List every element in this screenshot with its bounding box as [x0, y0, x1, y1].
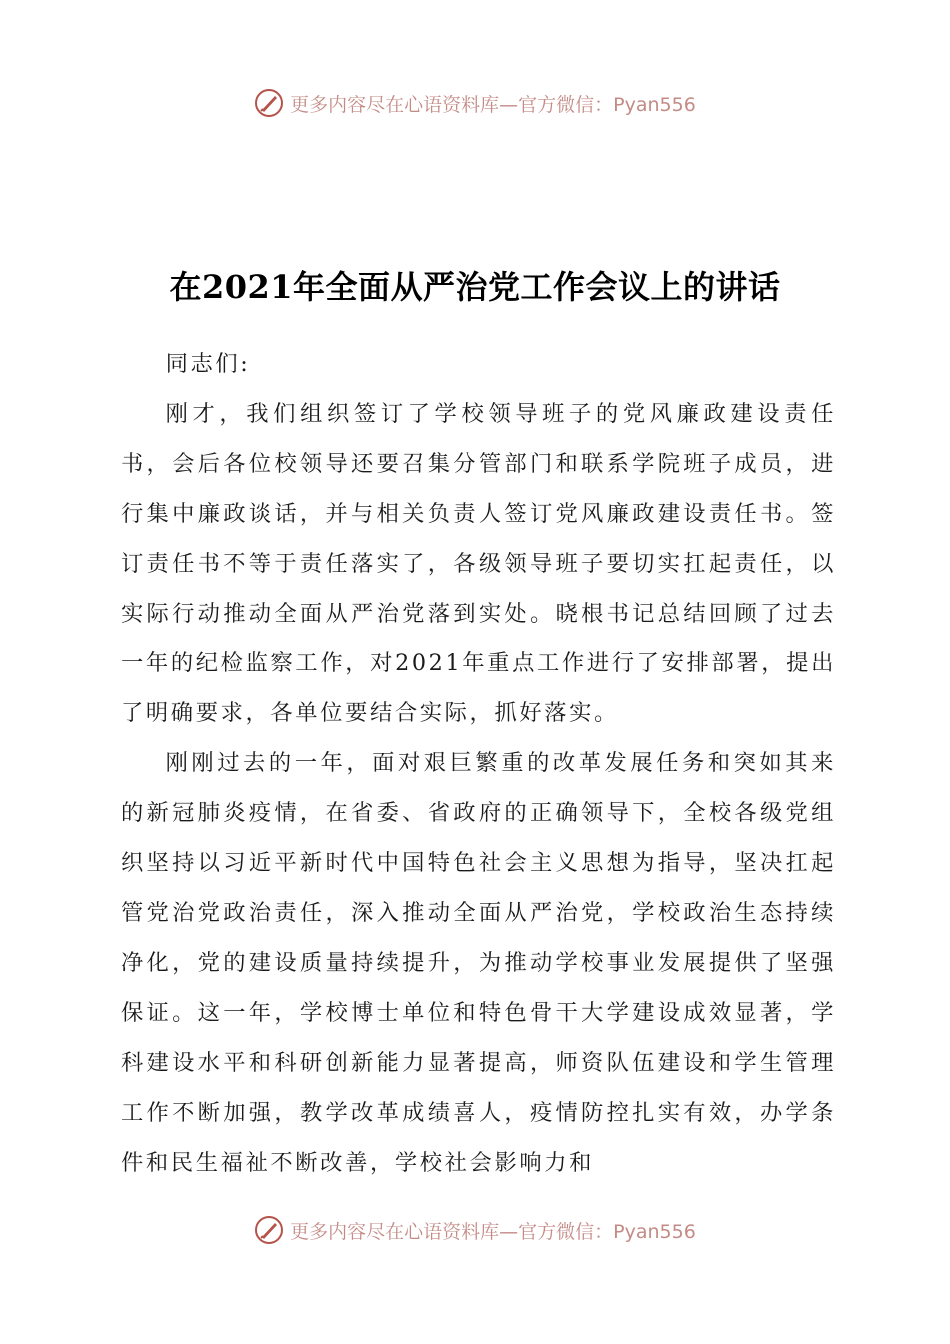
watermark-text: 更多内容尽在心语资料库—官方微信：Pyan556 — [290, 1220, 696, 1243]
paragraph: 刚刚过去的一年，面对艰巨繁重的改革发展任务和突如其来的新冠肺炎疫情，在省委、省政府的正确领导下，全校各级党组织坚持以习近平新时代中国特色社会主义思想为指导，坚决扛起管党治党政治责任，深入推动全面从严治党，学校政治生态持续净化，党的建设质量持续提升，为推动学校事业发展提供了坚强保证。这一年，学校博士单位和特色骨干大学建设成效显著，学科建设水平和科研创新能力显著提高，师资队伍建设和学生管理工作不断加强，教学改革成绩喜人，疫情防控扎实有效，办学条件和民生福祉不断改善，学校社会影响力和 — [121, 750, 836, 1176]
quill-logo-icon — [254, 88, 284, 118]
document-title: 在2021年全面从严治党工作会议上的讲话 — [169, 268, 781, 306]
header-watermark — [0, 88, 950, 118]
footer-watermark — [0, 1215, 950, 1245]
salutation: 同志们: — [165, 351, 251, 377]
watermark-text: 更多内容尽在心语资料库—官方微信：Pyan556 — [290, 93, 696, 116]
document-body — [121, 340, 836, 1188]
paragraph: 刚才，我们组织签订了学校领导班子的党风廉政建设责任书，会后各位校领导还要召集分管部门和联系学院班子成员，进行集中廉政谈话，并与相关负责人签订党风廉政建设责任书。签订责任书不等于责任落实了，各级领导班子要切实扛起责任，以实际行动推动全面从严治党落到实处。晓根书记总结回顾了过去一年的纪检监察工作，对2021年重点工作进行了安排部署，提出了明确要求，各单位要结合实际，抓好落实。 — [121, 400, 836, 727]
quill-logo-icon — [254, 1215, 284, 1245]
